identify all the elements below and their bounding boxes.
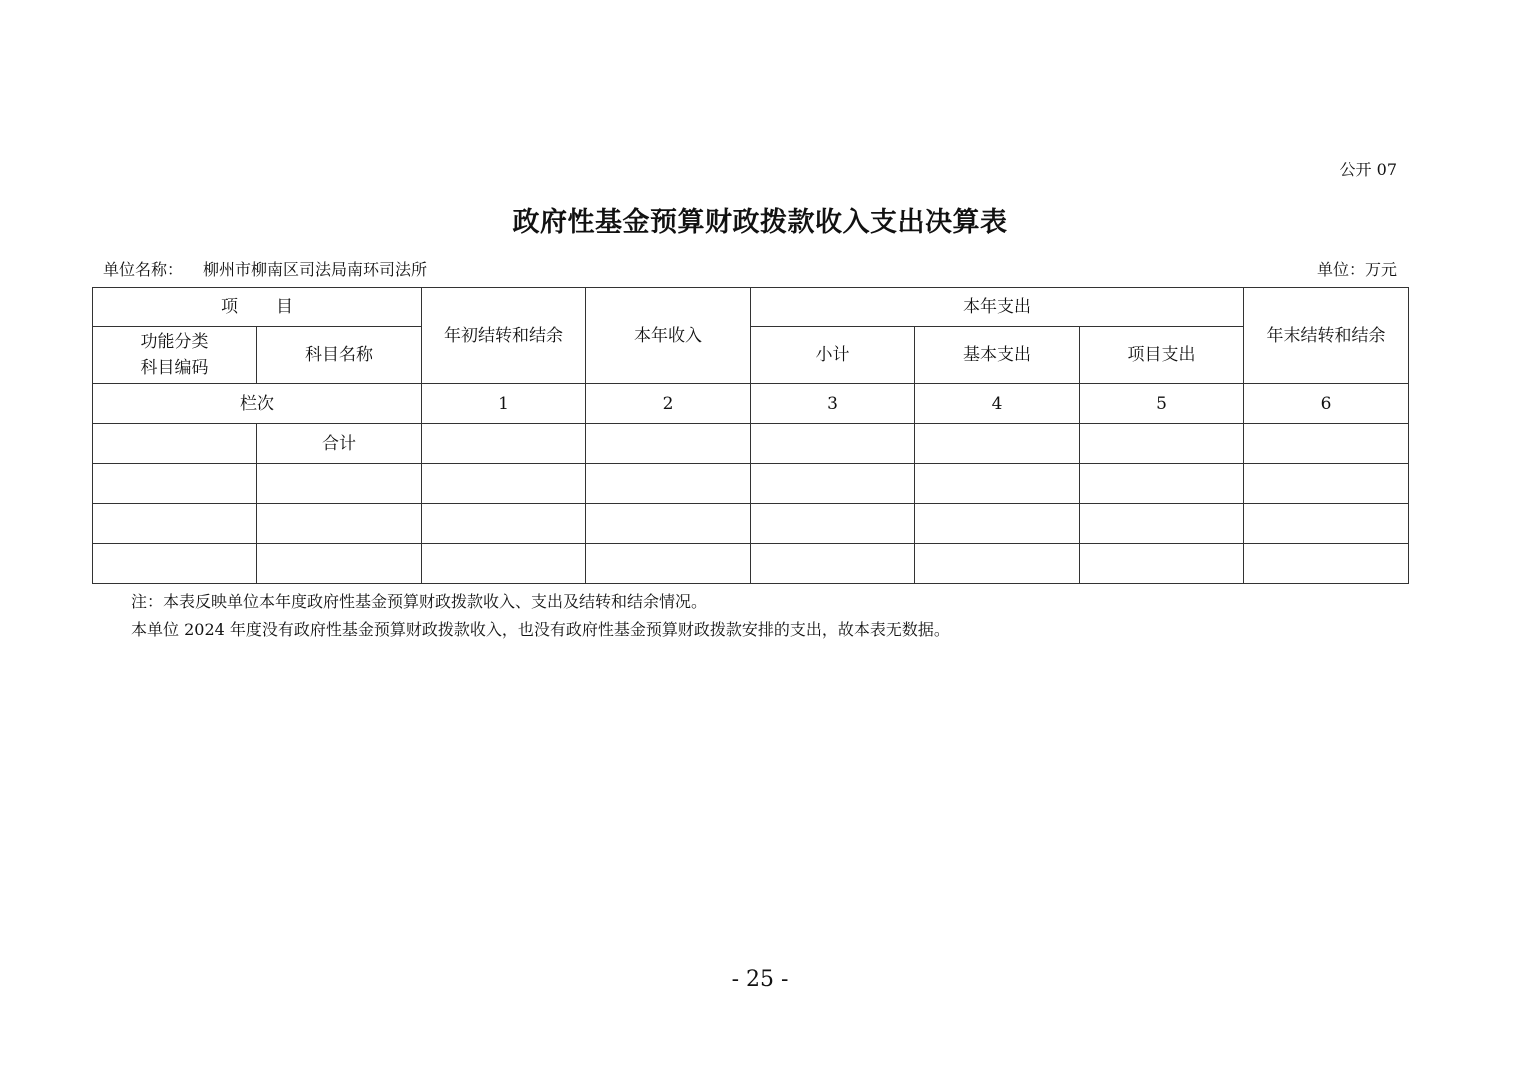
header-item <box>93 288 422 327</box>
header-subject-name: 科目名称 <box>257 327 422 384</box>
table-cell <box>915 504 1080 544</box>
header-row-2 <box>93 327 1409 384</box>
header-basic: 基本支出 <box>915 327 1080 384</box>
header-func-code-line1: 功能分类 <box>140 332 209 352</box>
header-project: 项目支出 <box>1080 327 1244 384</box>
table-cell <box>1244 544 1409 584</box>
column-number: 4 <box>915 384 1080 424</box>
header-row-1 <box>93 288 1409 327</box>
table-cell <box>257 464 422 504</box>
table-cell <box>1080 544 1244 584</box>
header-func-code-line2: 科目编码 <box>140 358 209 378</box>
column-number: 5 <box>1080 384 1244 424</box>
header-opening-balance: 年初结转和结余 <box>422 288 586 384</box>
unit-name-line <box>103 257 427 280</box>
table-cell <box>586 504 751 544</box>
header-closing-balance: 年末结转和结余 <box>1244 288 1409 384</box>
header-func-code <box>93 327 257 384</box>
table-cell <box>586 424 751 464</box>
table-cell <box>422 464 586 504</box>
column-number: 3 <box>751 384 915 424</box>
no-data-statement: 本单位 2024 年度没有政府性基金预算财政拨款收入，也没有政府性基金预算财政拨款安排的支出，故本表无数据。 <box>131 620 950 639</box>
table-cell <box>93 424 257 464</box>
header-expenditure: 本年支出 <box>751 288 1244 327</box>
table-row <box>93 544 1409 584</box>
table-cell <box>422 544 586 584</box>
column-number-label: 栏次 <box>93 384 422 424</box>
table-cell <box>915 424 1080 464</box>
table-cell <box>422 504 586 544</box>
table-cell <box>93 544 257 584</box>
table-cell <box>1244 504 1409 544</box>
total-label: 合计 <box>257 424 422 464</box>
header-item-b: 目 <box>276 297 293 317</box>
header-item-a: 项 <box>221 297 238 317</box>
table-cell <box>915 544 1080 584</box>
table-cell <box>1080 504 1244 544</box>
table-cell <box>257 504 422 544</box>
column-number: 1 <box>422 384 586 424</box>
table-cell <box>93 504 257 544</box>
table-cell <box>1244 464 1409 504</box>
table-cell <box>1080 464 1244 504</box>
table-cell <box>751 504 915 544</box>
table-cell <box>586 544 751 584</box>
table-cell <box>93 464 257 504</box>
unit-name-value: 柳州市柳南区司法局南环司法所 <box>203 260 428 279</box>
page-title: 政府性基金预算财政拨款收入支出决算表 <box>512 207 1008 238</box>
header-income: 本年收入 <box>586 288 751 384</box>
table-note: 注：本表反映单位本年度政府性基金预算财政拨款收入、支出及结转和结余情况。 <box>131 592 708 611</box>
table-cell <box>915 464 1080 504</box>
currency-unit: 单位：万元 <box>1316 260 1397 279</box>
table-row <box>93 504 1409 544</box>
table-cell <box>1244 424 1409 464</box>
column-number: 2 <box>586 384 751 424</box>
unit-name-label: 单位名称： <box>103 260 184 279</box>
column-number: 6 <box>1244 384 1409 424</box>
total-row <box>93 424 1409 464</box>
budget-table <box>92 287 1409 584</box>
table-cell <box>586 464 751 504</box>
header-subtotal: 小计 <box>751 327 915 384</box>
table-cell <box>751 544 915 584</box>
table-cell <box>751 424 915 464</box>
column-number-row <box>93 384 1409 424</box>
table-cell <box>1080 424 1244 464</box>
table-cell <box>422 424 586 464</box>
page-number: - 25 - <box>731 967 789 992</box>
table-cell <box>751 464 915 504</box>
table-row <box>93 464 1409 504</box>
doc-code: 公开 07 <box>1339 160 1397 179</box>
table-cell <box>257 544 422 584</box>
